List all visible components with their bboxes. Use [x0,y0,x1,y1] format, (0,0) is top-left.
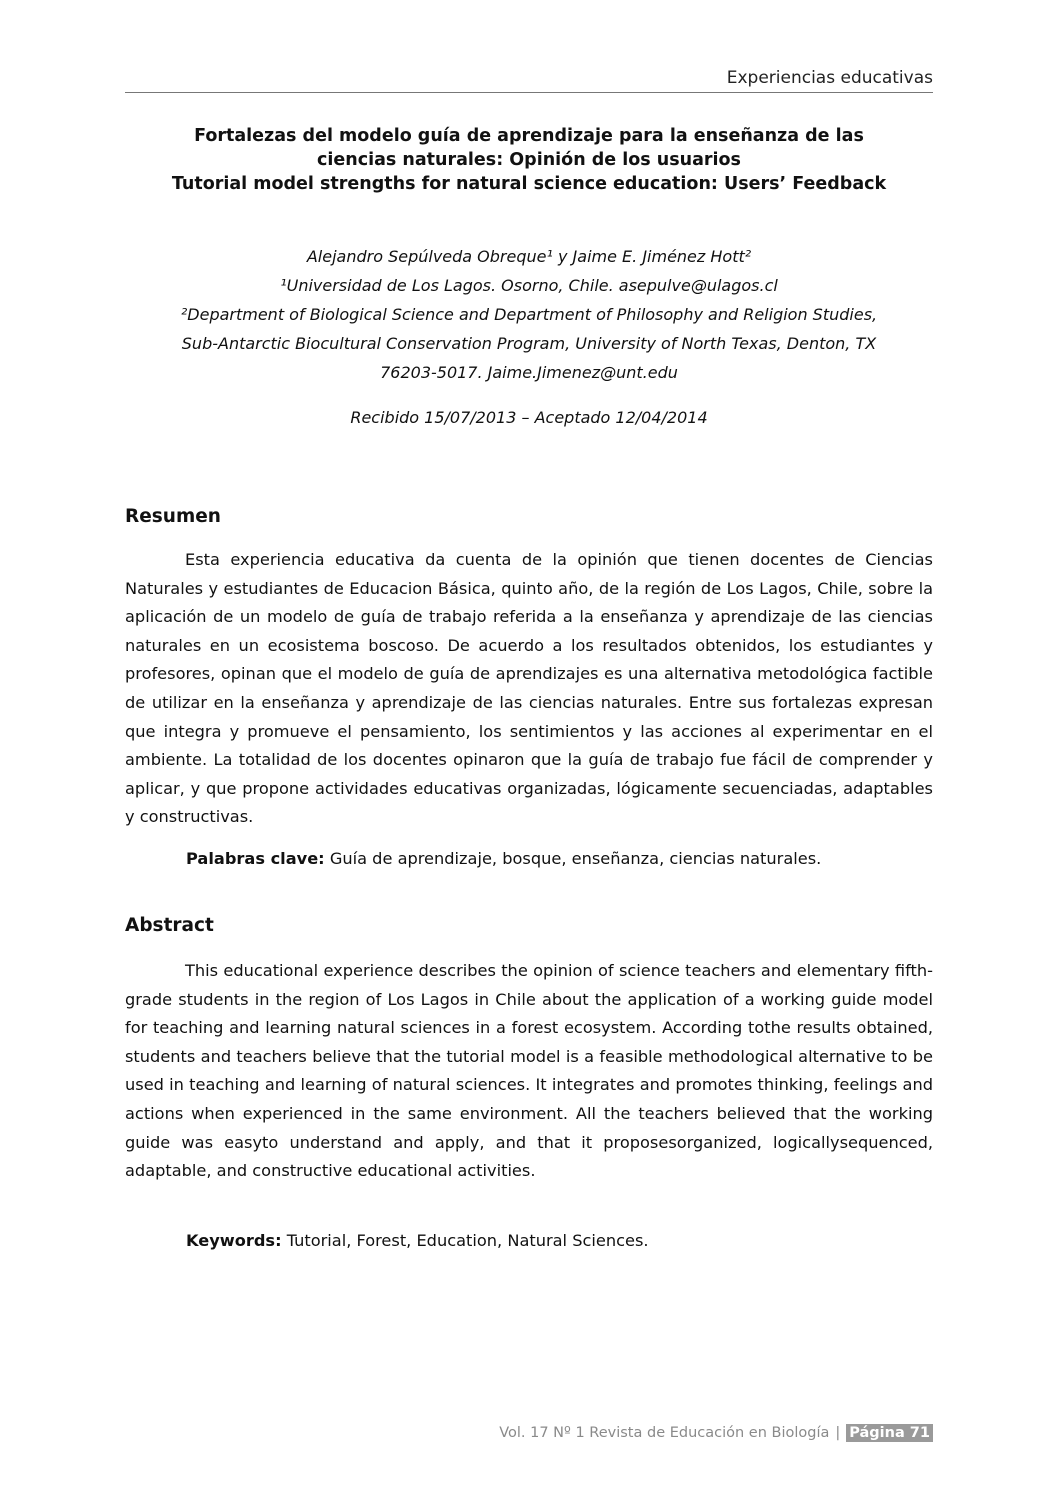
page-footer [499,1424,933,1442]
header-rule [125,92,933,93]
received-dates: Recibido 15/07/2013 – Aceptado 12/04/2014 [350,408,708,427]
title-es-line2: ciencias naturales: Opinión de los usuarios [317,150,741,170]
footer-journal: Vol. 17 Nº 1 Revista de Educación en Biología [499,1425,830,1441]
title-es-line1: Fortalezas del modelo guía de aprendizaje para la enseñanza de las [194,126,864,146]
abstract-heading: Abstract [125,915,214,936]
abstract-paragraph: This educational experience describes the opinion of science teachers and elementary fifth-grade students in the region of Los Lagos in Chile about the application of a working guide model for teaching and learning natural sciences in a forest ecosystem. According tothe results obtained, students and teachers believe that the tutorial model is a feasible methodological alternative to be used in teaching and learning of natural sciences. It integrates and promotes thinking, feelings and actions when experienced in the same environment. All the teachers believed that the working guide was easyto understand and apply, and that it proposesorganized, logicallysequenced, adaptable, and constructive educational activities. [125,961,933,1181]
palabras-clave [186,849,821,868]
running-header: Experiencias educativas [726,68,933,88]
resumen-heading: Resumen [125,506,221,527]
author-names: Alejandro Sepúlveda Obreque¹ y Jaime E. Jiménez Hott² [306,247,752,266]
footer-separator: | [835,1425,841,1441]
affiliation-1: ¹Universidad de Los Lagos. Osorno, Chile. asepulve@ulagos.cl [280,276,778,295]
affiliation-2-line1: ²Department of Biological Science and Department of Philosophy and Religion Studies, [180,305,878,324]
keywords-values: Tutorial, Forest, Education, Natural Sciences. [281,1231,649,1250]
keywords-label: Keywords: [186,1231,282,1250]
affiliation-2-line2: Sub-Antarctic Biocultural Conservation Program, University of North Texas, Denton, TX [181,334,877,353]
title-en: Tutorial model strengths for natural science education: Users’ Feedback [171,174,887,194]
article-title [125,124,933,196]
palabras-clave-values: Guía de aprendizaje, bosque, enseñanza, ciencias naturales. [324,849,822,868]
affiliation-2-line3: 76203-5017. Jaime.Jimenez@unt.edu [380,363,678,382]
keywords [186,1231,649,1250]
footer-page-number: Página 71 [846,1424,933,1442]
palabras-clave-label: Palabras clave: [186,849,325,868]
resumen-paragraph: Esta experiencia educativa da cuenta de la opinión que tienen docentes de Ciencias Naturales y estudiantes de Educacion Básica, quinto año, de la región de Los Lagos, Chile, sobre la aplicación de un modelo de guía de trabajo referida a la enseñanza y aprendizaje de las ciencias naturales en un ecosistema boscoso. De acuerdo a los resultados obtenidos, los estudiantes y profesores, opinan que el modelo de guía de aprendizajes es una alternativa metodológica factible de utilizar en la enseñanza y aprendizaje de las ciencias naturales. Entre sus fortalezas expresan que integra y promueve el pensamiento, los sentimientos y las acciones al experimentar en el ambiente. La totalidad de los docentes opinaron que la guía de trabajo fue fácil de comprender y aplicar, y que propone actividades educativas organizadas, lógicamente secuenciadas, adaptables y constructivas. [125,550,933,827]
authors-block [100,242,958,387]
